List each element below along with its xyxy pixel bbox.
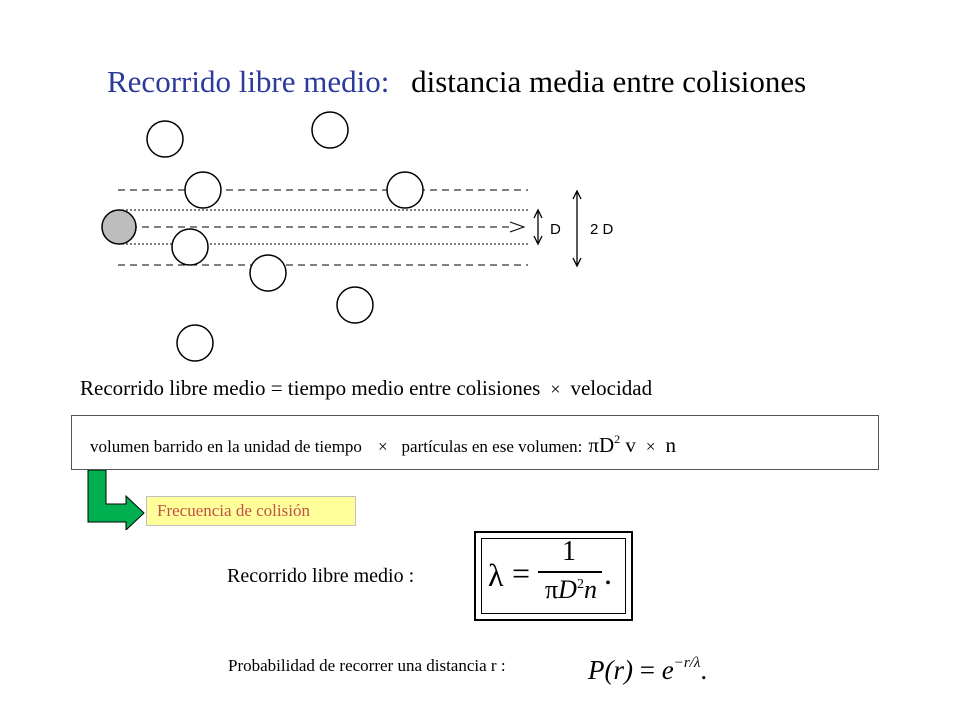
formula-times: × xyxy=(645,437,656,456)
prob-equals: = xyxy=(639,655,655,685)
den-sup: 2 xyxy=(576,577,584,592)
formula-n: n xyxy=(665,433,676,457)
box-times: × xyxy=(377,437,388,456)
formula-d: D xyxy=(598,433,615,457)
bent-arrow-icon xyxy=(86,470,148,530)
molecule xyxy=(312,112,348,148)
label-2d: 2 D xyxy=(590,221,614,238)
prob-p-of-r: P(r) xyxy=(588,655,633,685)
molecule xyxy=(337,287,373,323)
trajectory-arrowhead xyxy=(510,222,524,232)
title-heading: Recorrido libre medio: xyxy=(107,64,390,99)
formula-denominator xyxy=(538,575,604,605)
molecule xyxy=(147,121,183,157)
molecule xyxy=(177,325,213,361)
eq1-times: × xyxy=(550,379,561,399)
den-pi: π xyxy=(545,575,559,604)
prob-base: e xyxy=(661,655,674,685)
mean-free-path-label: Recorrido libre medio : xyxy=(227,565,415,587)
formula-v: v xyxy=(625,433,636,457)
moving-molecule xyxy=(102,210,136,244)
fraction-bar xyxy=(538,571,602,573)
molecule xyxy=(172,229,208,265)
formula-sup: 2 xyxy=(614,432,621,446)
prob-period: . xyxy=(700,655,708,685)
formula-equals: = xyxy=(512,555,531,591)
formula-lambda: λ xyxy=(488,557,504,593)
eq1-left: Recorrido libre medio = xyxy=(80,376,283,400)
den-d: D xyxy=(558,575,577,604)
formula-period: . xyxy=(604,555,612,591)
mean-free-path-equation xyxy=(80,374,652,403)
probability-formula xyxy=(588,645,707,688)
title-subtitle: distancia media entre colisiones xyxy=(411,64,807,99)
molecule xyxy=(387,172,423,208)
eq1-term1: tiempo medio entre colisiones xyxy=(287,376,541,400)
eq1-term2: velocidad xyxy=(570,376,653,400)
mean-free-path-formula xyxy=(474,531,633,621)
label-d: D xyxy=(550,221,561,238)
collision-frequency-label: Frecuencia de colisión xyxy=(146,496,356,526)
box-text2: partículas en ese volumen: xyxy=(401,437,583,456)
swept-volume-line xyxy=(90,427,676,459)
collision-frequency-formula xyxy=(588,433,676,457)
formula-numerator: 1 xyxy=(562,536,576,567)
box-text1: volumen barrido en la unidad de tiempo xyxy=(90,437,362,456)
molecule xyxy=(185,172,221,208)
formula-pi: π xyxy=(588,433,599,457)
probability-label: Probabilidad de recorrer una distancia r : xyxy=(228,656,506,675)
den-n: n xyxy=(583,575,597,604)
molecules xyxy=(102,112,423,361)
prob-exponent: −r/λ xyxy=(673,655,701,671)
molecule xyxy=(250,255,286,291)
